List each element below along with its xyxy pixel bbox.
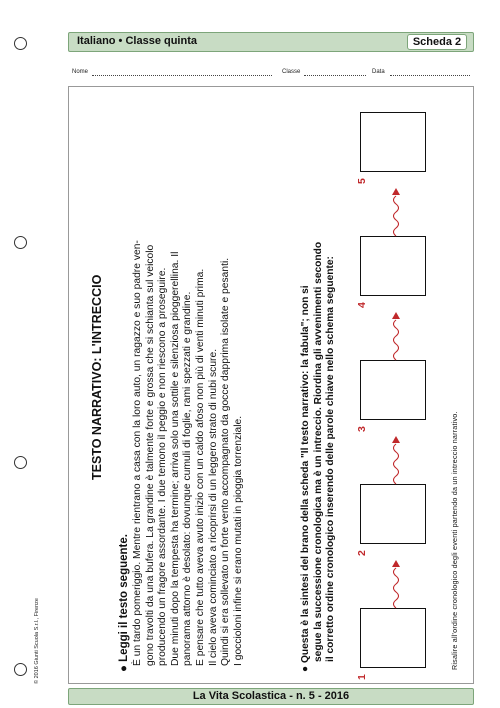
punch-hole-2 <box>14 236 27 249</box>
wavy-arrow-3 <box>392 312 400 360</box>
story-line: E pensare che tutto aveva avuto inizio con un caldo afoso non più di venti minuti prima. <box>194 268 206 666</box>
name-label: Nome <box>72 69 89 75</box>
punch-hole-1 <box>14 37 27 50</box>
date-field[interactable] <box>390 75 470 76</box>
wavy-arrow-1 <box>392 560 400 608</box>
section2-instruction <box>300 97 338 672</box>
step-number-4: 4 <box>356 302 368 308</box>
wavy-arrow-2 <box>392 436 400 484</box>
story-line: panorama attorno è desolato: dovunque cumuli di foglie, rami spezzati e grandine. <box>182 291 194 666</box>
section2-line: segue la successione cronologica ma è un intreccio. Riordina gli avvenimenti secondo <box>312 241 324 662</box>
copyright: © 2016 Giunti Scuola S.r.l., Firenze <box>34 598 40 684</box>
subject-title: Italiano • Classe quinta <box>77 35 197 47</box>
step-number-3: 3 <box>356 426 368 432</box>
connector-arrows <box>386 90 406 680</box>
step-number-1: 1 <box>356 674 368 680</box>
story-line: Il cielo aveva cominciato a ricoprirsi di un leggero strato di nubi scure. <box>207 348 219 666</box>
punch-hole-3 <box>14 456 27 469</box>
class-field[interactable] <box>304 75 366 76</box>
step-number-5: 5 <box>356 178 368 184</box>
page-heading: TESTO NARRATIVO: L'INTRECCIO <box>90 274 104 480</box>
story-line: producendo un fragore assordante. I due temono il peggio e non riescono a proseguire. <box>157 267 169 666</box>
header-bar <box>68 32 474 52</box>
footer-bar: La Vita Scolastica - n. 5 - 2016 <box>68 688 474 705</box>
step-number-2: 2 <box>356 550 368 556</box>
punch-hole-4 <box>14 663 27 676</box>
class-label: Classe <box>282 69 301 75</box>
story-line: È un tardo pomeriggio. Mentre rientrano a casa con la loro auto, un ragazzo e suo padre ven- <box>132 240 143 666</box>
story-line: Quindi si era sollevato un forte vento accompagnato da gocce dapprima isolate e pesanti. <box>220 257 232 666</box>
name-field[interactable] <box>92 75 272 76</box>
date-label: Data <box>372 69 385 75</box>
section2-line: ● Questa è la sintesi del brano della scheda "Il testo narrativo: la fabula"; non si <box>300 285 311 672</box>
section2-line-text: Questa è la sintesi del brano della scheda "Il testo narrativo: la fabula"; non si <box>300 285 311 664</box>
section1-instruction-text: Leggi il testo seguente. <box>118 534 130 662</box>
worksheet-content <box>70 90 470 680</box>
story-line: gono travolti da una bufera. La grandine è talmente forte e grossa che si schianta sul veicolo <box>144 244 156 666</box>
section2-line: il corretto ordine cronologico inserendo delle parole chiave nello schema seguente: <box>325 256 337 662</box>
section1-instruction: ● Leggi il testo seguente. <box>118 534 130 672</box>
footnote: Risalire all'ordine cronologico degli eventi partendo da un intreccio narrativo. <box>450 411 459 670</box>
wavy-arrow-4 <box>392 188 400 236</box>
story-text <box>132 96 245 666</box>
sheet-badge: Scheda 2 <box>407 34 467 50</box>
story-line: I goccioloni infine si erano mutati in pioggia torrenziale. <box>232 415 244 666</box>
story-line: Due minuti dopo la tempesta ha termine; arriva solo una sottile e silenziosa pioggerellina. Il <box>169 251 181 666</box>
